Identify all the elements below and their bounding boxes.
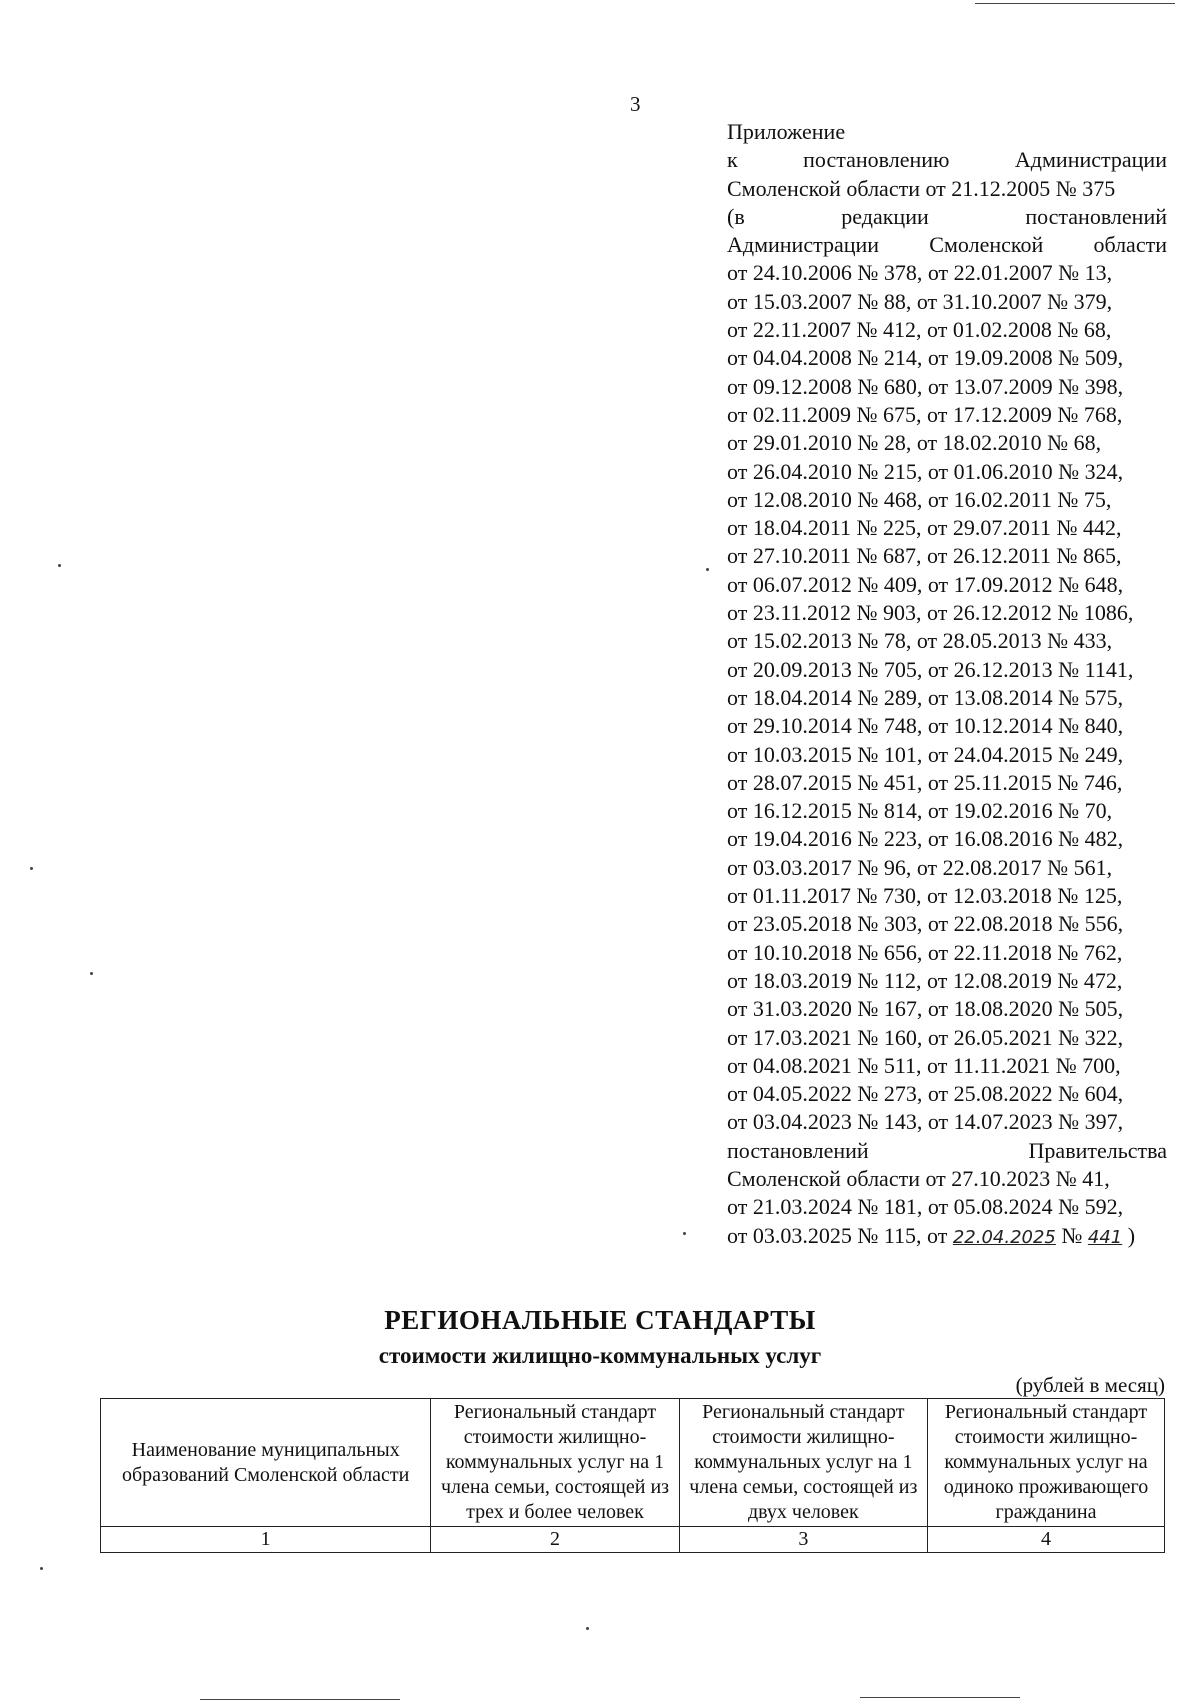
amendment-line: от 18.04.2011 № 225, от 29.07.2011 № 442,: [727, 515, 1122, 541]
amendment-line: от 09.12.2008 № 680, от 13.07.2009 № 398,: [727, 373, 1124, 399]
amendment-line: от 10.10.2018 № 656, от 22.11.2018 № 762,: [727, 939, 1123, 965]
appendix-intro-line-4: [727, 231, 1167, 259]
column-number: 3: [679, 1527, 927, 1553]
amendment-line: от 18.04.2014 № 289, от 13.08.2014 № 575,: [727, 684, 1124, 710]
amendment-line: от 10.03.2015 № 101, от 24.04.2015 № 249,: [727, 741, 1124, 767]
table-row: [101, 1527, 1165, 1553]
amendment-line: от 31.03.2020 № 167, от 18.08.2020 № 505,: [727, 996, 1124, 1022]
word: Администрации: [727, 232, 880, 258]
column-number: 2: [431, 1527, 679, 1553]
amendment-line: от 04.08.2021 № 511, от 11.11.2021 № 700,: [727, 1052, 1121, 1078]
amendment-line: от 16.12.2015 № 814, от 19.02.2016 № 70,: [727, 798, 1113, 824]
amendment-line: от 04.05.2022 № 273, от 25.08.2022 № 604,: [727, 1081, 1124, 1107]
appendix-intro-line-1: [727, 146, 1167, 174]
scan-artifact-line: [975, 3, 1175, 4]
scan-artifact-dot: [683, 1232, 686, 1235]
document-title: РЕГИОНАЛЬНЫЕ СТАНДАРТЫ: [384, 1305, 816, 1335]
gov-line-1: [727, 1137, 1167, 1165]
amendment-line: от 15.03.2007 № 88, от 31.10.2007 № 379,: [727, 288, 1113, 314]
unit-note: (рублей в месяц): [1015, 1373, 1165, 1397]
scan-artifact-dot: [90, 972, 93, 975]
amendment-line: от 04.04.2008 № 214, от 19.09.2008 № 509,: [727, 345, 1124, 371]
header-single: Региональный стандарт стоимости жилищно-коммунальных услуг на одиноко проживающего гражданина: [928, 1399, 1165, 1527]
scan-artifact-dot: [58, 564, 61, 567]
appendix-intro-line-3: [727, 203, 1167, 231]
word: области: [1093, 232, 1167, 258]
header-family-2: Региональный стандарт стоимости жилищно-коммунальных услуг на 1 члена семьи, состоящей из двух человек: [679, 1399, 927, 1527]
scan-artifact-dot: [586, 1627, 589, 1630]
word: редакции: [841, 203, 929, 229]
column-number: 4: [928, 1527, 1165, 1553]
amendment-line: от 15.02.2013 № 78, от 28.05.2013 № 433,: [727, 628, 1113, 654]
amendment-line: от 28.07.2015 № 451, от 25.11.2015 № 746,: [727, 769, 1123, 795]
last-line-prefix: от 03.03.2025 № 115, от: [727, 1222, 948, 1248]
scan-artifact-line: [860, 1697, 1020, 1698]
scan-artifact-line: [200, 1699, 400, 1700]
amendment-list: [727, 259, 1167, 1136]
scan-artifact-dot: [30, 867, 33, 870]
appendix-intro-line-2: Смоленской области от 21.12.2005 № 375: [727, 175, 1116, 201]
amendment-line: от 22.11.2007 № 412, от 01.02.2008 № 68,: [727, 317, 1112, 343]
handwritten-number: 441: [1087, 1226, 1123, 1248]
amendment-line: от 23.11.2012 № 903, от 26.12.2012 № 1086,: [727, 600, 1134, 626]
table-header-row: [101, 1399, 1165, 1527]
gov-line-2: Смоленской области от 27.10.2023 № 41,: [727, 1165, 1110, 1191]
number-sign: №: [1061, 1222, 1083, 1248]
document-subtitle: стоимости жилищно-коммунальных услуг: [378, 1343, 822, 1368]
amendment-line: от 29.10.2014 № 748, от 10.12.2014 № 840,: [727, 713, 1124, 739]
word: Правительства: [1028, 1137, 1167, 1163]
word: постановлений: [727, 1137, 869, 1163]
word: постановлению: [803, 147, 950, 173]
appendix-heading: Приложение: [727, 119, 846, 144]
amendment-line: от 01.11.2017 № 730, от 12.03.2018 № 125,: [727, 883, 1123, 909]
amendment-line: от 26.04.2010 № 215, от 01.06.2010 № 324,: [727, 458, 1124, 484]
handwritten-date: 22.04.2025: [952, 1226, 1056, 1248]
appendix-block: [727, 118, 1167, 1252]
scan-artifact-dot: [40, 1567, 43, 1570]
amendment-line: от 24.10.2006 № 378, от 22.01.2007 № 13,: [727, 260, 1113, 286]
amendment-line: от 17.03.2021 № 160, от 26.05.2021 № 322,: [727, 1024, 1124, 1050]
amendment-line: от 29.01.2010 № 28, от 18.02.2010 № 68,: [727, 430, 1102, 456]
amendment-line: от 20.09.2013 № 705, от 26.12.2013 № 1141,: [727, 656, 1134, 682]
word: Смоленской: [929, 232, 1044, 258]
word: постановлений: [1025, 203, 1167, 229]
amendment-line: от 06.07.2012 № 409, от 17.09.2012 № 648,: [727, 571, 1124, 597]
amendment-line: от 03.04.2023 № 143, от 14.07.2023 № 397,: [727, 1109, 1124, 1135]
amendment-line: от 18.03.2019 № 112, от 12.08.2019 № 472,: [727, 967, 1123, 993]
word: к: [727, 147, 738, 173]
page-number: 3: [630, 92, 641, 116]
amendment-line: от 12.08.2010 № 468, от 16.02.2011 № 75,: [727, 486, 1112, 512]
amendment-line: от 27.10.2011 № 687, от 26.12.2011 № 865,: [727, 543, 1122, 569]
header-family-3plus: Региональный стандарт стоимости жилищно-коммунальных услуг на 1 члена семьи, состоящей из трех и более человек: [431, 1399, 679, 1527]
standards-table: [100, 1398, 1165, 1553]
column-number: 1: [101, 1527, 431, 1553]
amendment-line: от 19.04.2016 № 223, от 16.08.2016 № 482,: [727, 826, 1124, 852]
closing-paren: ): [1127, 1222, 1136, 1248]
word: Администрации: [1014, 147, 1167, 173]
amendment-line: от 03.03.2017 № 96, от 22.08.2017 № 561,: [727, 854, 1113, 880]
amendment-line: от 23.05.2018 № 303, от 22.08.2018 № 556,: [727, 911, 1124, 937]
amendment-line: от 02.11.2009 № 675, от 17.12.2009 № 768,: [727, 401, 1123, 427]
header-municipality: Наименование муниципальных образований Смоленской области: [101, 1399, 431, 1527]
last-amendment-line: [727, 1222, 1167, 1252]
gov-line-3: от 21.03.2024 № 181, от 05.08.2024 № 592,: [727, 1194, 1124, 1220]
scan-artifact-dot: [706, 568, 709, 571]
word: (в: [727, 203, 745, 229]
